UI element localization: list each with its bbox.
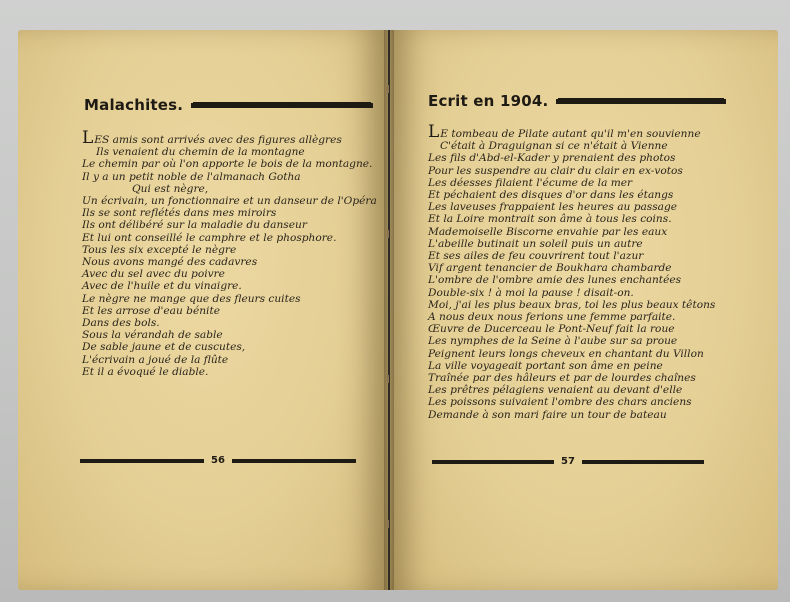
poem-line: Et péchaient des disques d'or dans les étangs bbox=[428, 189, 674, 202]
poem-line: L'écrivain a joué de la flûte bbox=[82, 353, 229, 366]
poem-line: A nous deux nous ferions une femme parfaite. bbox=[428, 311, 676, 324]
poem-line: De sable jaune et de cuscutes, bbox=[82, 341, 246, 354]
open-book bbox=[18, 30, 778, 590]
poem-line: Sous la vérandah de sable bbox=[82, 329, 223, 342]
poem-line: Ils se sont reflétés dans mes miroirs bbox=[82, 207, 277, 220]
poem-line: Et ses ailes de feu couvrirent tout l'azur bbox=[428, 250, 644, 263]
left-title-row bbox=[84, 96, 373, 114]
dropcap: L bbox=[428, 122, 440, 142]
poem-line: Les nymphes de la Seine à l'aube sur sa proue bbox=[428, 335, 678, 348]
poem-line: Traînée par des hâleurs et par de lourdes chaînes bbox=[428, 372, 696, 385]
poem-line: L'abeille butinait un soleil puis un autre bbox=[428, 237, 643, 250]
folio-rule-left bbox=[432, 460, 554, 464]
poem-line: Et les arrose d'eau bénite bbox=[82, 304, 220, 317]
poem-line: Qui est nègre, bbox=[132, 182, 209, 195]
right-folio bbox=[432, 456, 704, 467]
poem-line: Moi, j'ai les plus beaux bras, toi les plus beaux têtons bbox=[428, 298, 716, 311]
poem-line: Œuvre de Ducerceau le Pont-Neuf fait la roue bbox=[428, 323, 675, 336]
poem-line: Il y a un petit noble de l'almanach Gotha bbox=[82, 170, 301, 183]
book-gutter bbox=[384, 30, 394, 590]
poem-line: Et la Loire montrait son âme à tous les coins. bbox=[428, 213, 672, 226]
right-page-title: Ecrit en 1904. bbox=[428, 92, 549, 110]
poem-line: C'était à Draguignan si ce n'était à Vienne bbox=[440, 140, 668, 153]
poem-line: Un écrivain, un fonctionnaire et un danseur de l'Opéra bbox=[82, 195, 377, 208]
left-page-title: Malachites. bbox=[84, 96, 184, 114]
right-title-rule bbox=[556, 99, 726, 104]
poem-line: Ils venaient du chemin de la montagne bbox=[96, 146, 305, 159]
poem-line bbox=[428, 122, 715, 142]
poem-line: L'ombre de l'ombre amie des lunes enchantées bbox=[428, 274, 682, 287]
poem-line: Dans des bols. bbox=[82, 317, 160, 330]
poem-line: Mademoiselle Biscorne envahie par les eaux bbox=[428, 225, 668, 238]
dropcap: L bbox=[82, 128, 94, 148]
poem-line: Les déesses filaient l'écume de la mer bbox=[428, 176, 633, 189]
poem-line: Les poissons suivaient l'ombre des chars anciens bbox=[428, 396, 692, 409]
poem-line: Ils ont délibéré sur la maladie du danseur bbox=[82, 219, 307, 232]
folio-rule-right bbox=[232, 459, 356, 463]
poem-line: Tous les six excepté le nègre bbox=[82, 243, 237, 256]
poem-line: Demande à son mari faire un tour de bateau bbox=[428, 408, 667, 421]
poem-line: Nous avons mangé des cadavres bbox=[82, 256, 258, 269]
poem-line: Avec du sel avec du poivre bbox=[82, 268, 225, 281]
binding-stitch bbox=[387, 375, 389, 383]
first-line-text: ES amis sont arrivés avec des figures allègres bbox=[94, 134, 342, 146]
folio-rule-left bbox=[80, 459, 204, 463]
poem-line: Et lui ont conseillé le camphre et le phosphore. bbox=[82, 231, 337, 244]
poem-line: Les prêtres pélagiens venaient au devant d'elle bbox=[428, 384, 683, 397]
poem-line: Le nègre ne mange que des fleurs cuites bbox=[82, 292, 301, 305]
page-number-56: 56 bbox=[211, 455, 225, 466]
poem-line: Double-six ! à moi la pause ! disait-on. bbox=[428, 286, 634, 299]
poem-line: Peignent leurs longs cheveux en chantant du Villon bbox=[428, 347, 704, 360]
first-line-text: E tombeau de Pilate autant qu'il m'en souvienne bbox=[440, 128, 701, 140]
poem-line: Les fils d'Abd-el-Kader y prenaient des photos bbox=[428, 152, 676, 165]
poem-line: Le chemin par où l'on apporte le bois de la montagne. bbox=[82, 158, 373, 171]
binding-stitch bbox=[387, 230, 389, 238]
poem-line: La ville voyageait portant son âme en peine bbox=[428, 359, 663, 372]
right-page bbox=[390, 30, 778, 590]
right-title-row bbox=[428, 92, 726, 110]
page-number-57: 57 bbox=[561, 456, 575, 467]
folio-rule-right bbox=[582, 460, 704, 464]
poem-line bbox=[82, 128, 377, 148]
left-page bbox=[18, 30, 388, 590]
poem-line: Les laveuses frappaient les heures au passage bbox=[428, 201, 678, 214]
binding-stitch bbox=[387, 85, 389, 93]
left-poem bbox=[82, 128, 377, 378]
poem-line: Vif argent tenancier de Boukhara chambarde bbox=[428, 262, 672, 275]
poem-line: Pour les suspendre au clair du clair en ex-votos bbox=[428, 164, 683, 177]
poem-line: Avec de l'huile et du vinaigre. bbox=[82, 280, 242, 293]
binding-stitch bbox=[387, 520, 389, 528]
poem-line: Et il a évoqué le diable. bbox=[82, 365, 209, 378]
right-poem bbox=[428, 122, 716, 421]
left-title-rule bbox=[191, 103, 373, 108]
left-folio bbox=[80, 455, 356, 466]
